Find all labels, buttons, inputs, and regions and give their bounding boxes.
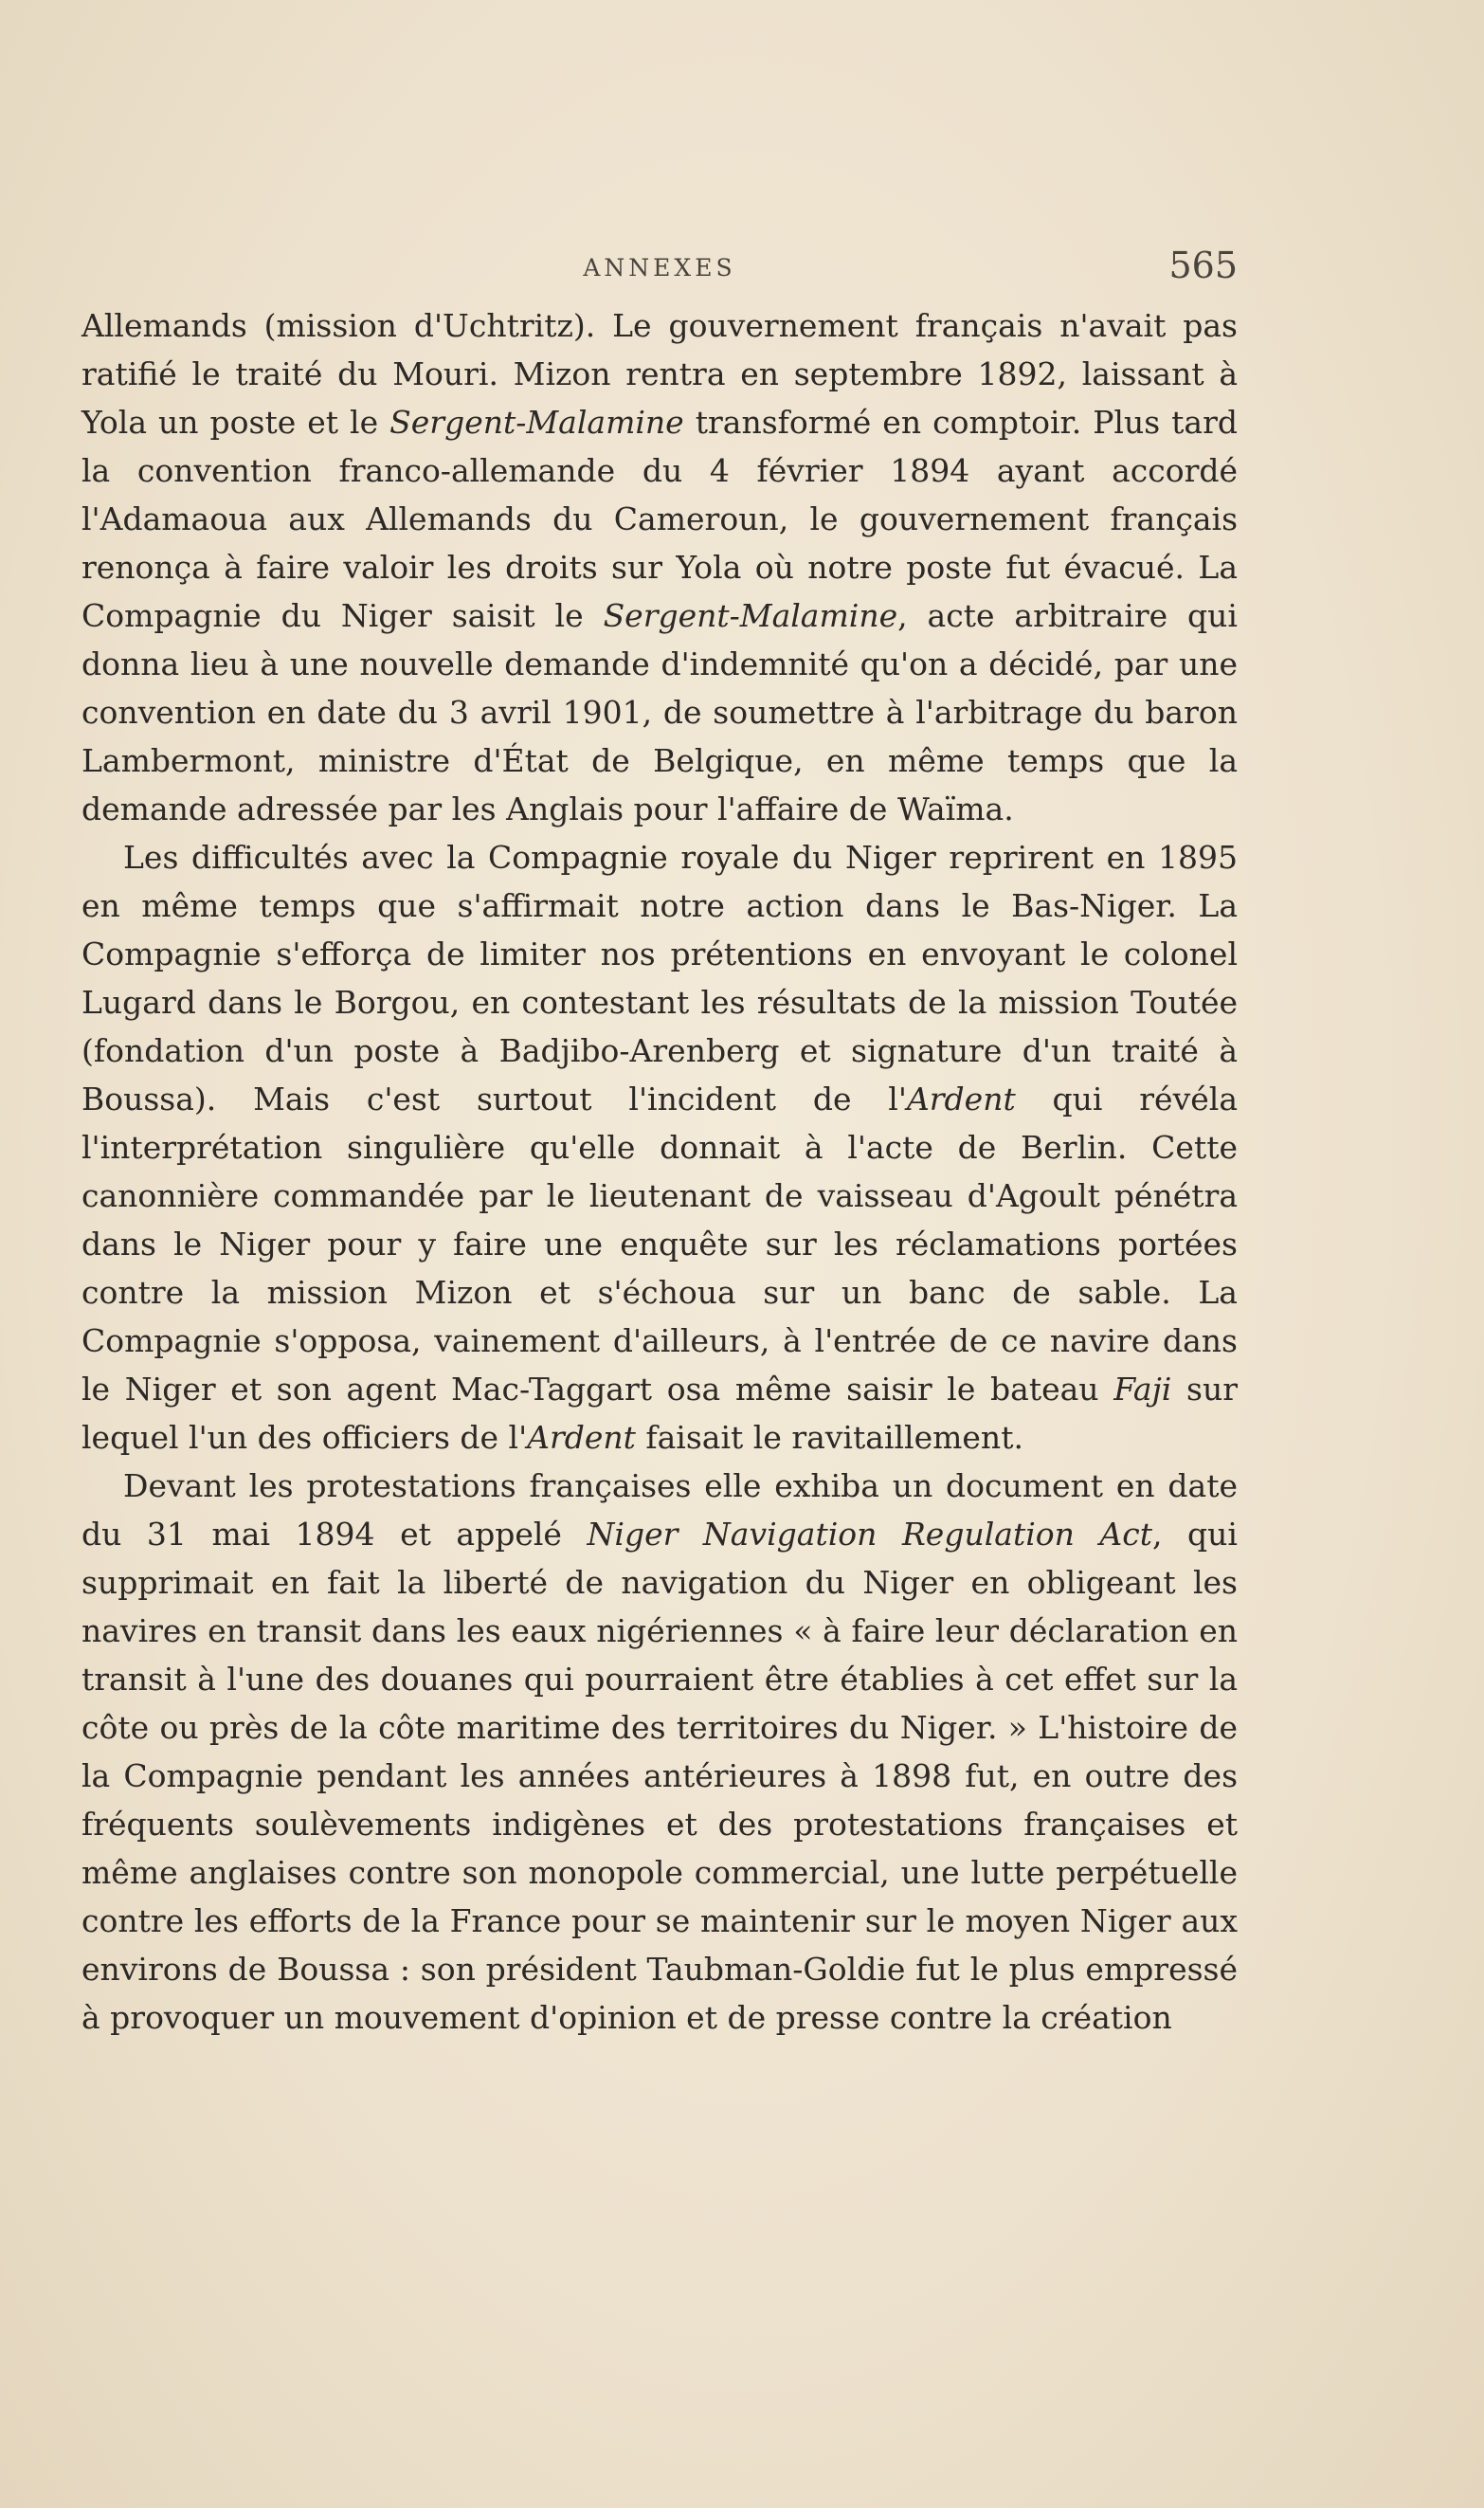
ship-name-ardent: Ardent bbox=[906, 1081, 1016, 1118]
paragraph-2 bbox=[81, 833, 1238, 1462]
body-text bbox=[81, 301, 1238, 2042]
paragraph-1-text-1: Allemands (mission d'Uchtritz). Le gouvernement français n'avait pas ratifié le traité du Mouri. Mizon rentra en septembre 1892, laissant à Yola un poste et le bbox=[81, 307, 1238, 441]
paragraph-2-text-1: Les difficultés avec la Compagnie royale du Niger reprirent en 1895 en même temps que s'affirmait notre action dans le Bas-Niger. La Compagnie s'efforça de limiter nos prétentions en envoyant le colonel Lugard dans le Borgou, en contestant les résultats de la mission Toutée (fondation d'un poste à Badjibo-Arenberg et signature d'un traité à Boussa). Mais c'est surtout l'incident de l' bbox=[81, 839, 1238, 1118]
page-number: 565 bbox=[1168, 245, 1238, 286]
paragraph-1-text-2: transformé en comptoir. Plus tard la convention franco-allemande du 4 février 1894 ayant accordé l'Adamaoua aux Allemands du Cameroun, le gouvernement français renonça à faire valoir les droits sur Yola où notre poste fut évacué. La Compagnie du Niger saisit le bbox=[81, 404, 1238, 634]
paragraph-1-text-3: , acte arbitraire qui donna lieu à une nouvelle demande d'indemnité qu'on a décidé, par une convention en date du 3 avril 1901, de soumettre à l'arbitrage du baron Lambermont, ministre d'État de Belgique, en même temps que la demande adressée par les Anglais pour l'affaire de Waïma. bbox=[81, 597, 1238, 827]
ship-name-faji: Faji bbox=[1113, 1371, 1172, 1408]
paragraph-1 bbox=[81, 301, 1238, 833]
paragraph-3-text-1: Devant les protestations françaises elle exhiba un document en date du 31 mai 1894 et appelé bbox=[81, 1467, 1238, 1553]
paragraph-2-text-3: sur lequel l'un des officiers de l' bbox=[81, 1371, 1238, 1456]
paragraph-3-text-2: , qui supprimait en fait la liberté de navigation du Niger en obligeant les navires en transit dans les eaux nigériennes « à faire leur déclaration en transit à l'une des douanes qui pourraient être établies à cet effet sur la côte ou près de la côte maritime des territoires du Niger. » L'histoire de la Compagnie pendant les années antérieures à 1898 fut, en outre des fréquents soulèvements indigènes et des protestations françaises et même anglaises contre son monopole commercial, une lutte perpétuelle contre les efforts de la France pour se maintenir sur le moyen Niger aux environs de Boussa : son président Taubman-Goldie fut le plus empressé à provoquer un mouvement d'opinion et de presse contre la création bbox=[81, 1516, 1238, 2036]
paragraph-2-text-2: qui révéla l'interprétation singulière qu'elle donnait à l'acte de Berlin. Cette canonnière commandée par le lieutenant de vaisseau d'Agoult pénétra dans le Niger pour y faire une enquête sur les réclamations portées contre la mission Mizon et s'échoua sur un banc de sable. La Compagnie s'opposa, vainement d'ailleurs, à l'entrée de ce navire dans le Niger et son agent Mac-Taggart osa même saisir le bateau bbox=[81, 1081, 1238, 1408]
running-head: ANNEXES bbox=[583, 254, 736, 282]
ship-name-sergent-malamine: Sergent-Malamine bbox=[389, 404, 684, 441]
ship-name-sergent-malamine-2: Sergent-Malamine bbox=[603, 597, 898, 634]
paragraph-3 bbox=[81, 1462, 1238, 2042]
page-header bbox=[81, 245, 1238, 292]
ship-name-ardent-2: Ardent bbox=[527, 1419, 636, 1456]
paragraph-2-text-4: faisait le ravitaillement. bbox=[635, 1419, 1023, 1456]
act-title: Niger Navigation Regulation Act bbox=[587, 1516, 1153, 1553]
